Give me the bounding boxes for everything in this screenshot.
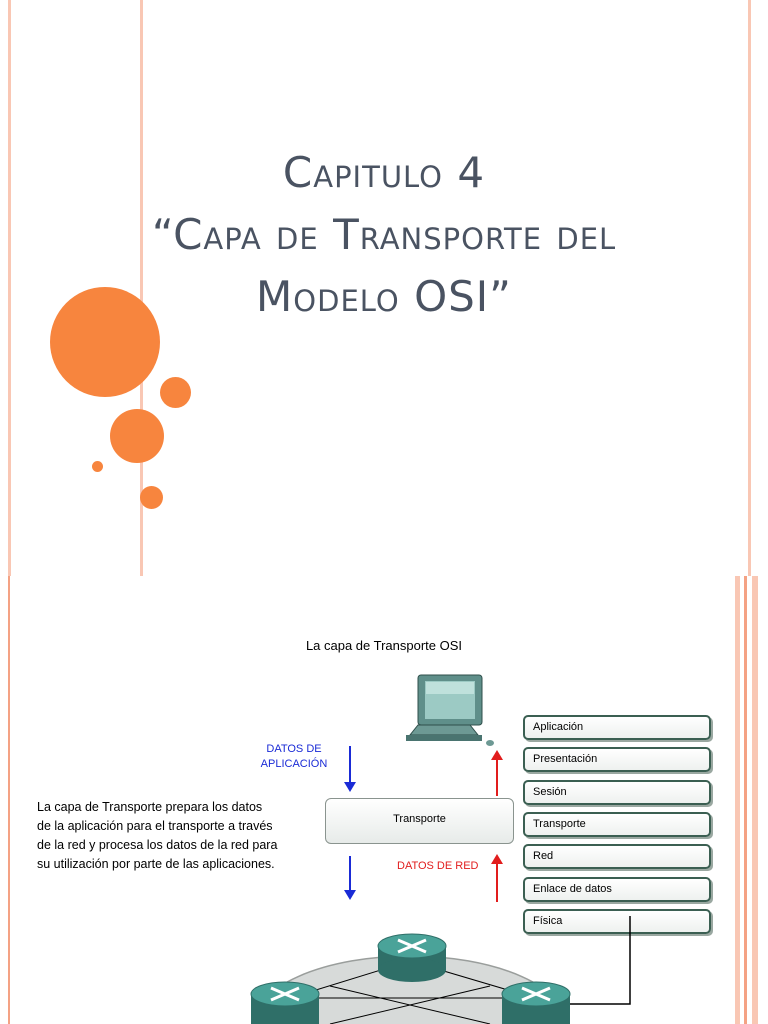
layer-fisica: Física	[523, 909, 711, 934]
up-arrow-icon	[487, 852, 507, 902]
router-icon	[247, 980, 323, 1024]
description-line-3: de la red y procesa los datos de la red para	[37, 838, 278, 852]
layer-transporte: Transporte	[523, 812, 711, 837]
layer-aplicacion: Aplicación	[523, 715, 711, 740]
down-arrow-icon	[340, 746, 360, 794]
description-line-2: de la aplicación para el transporte a través	[37, 819, 273, 833]
description-line-1: La capa de Transporte prepara los datos	[37, 800, 263, 814]
decor-circle-tiny	[92, 461, 103, 472]
title-line-2: “Capa de Transporte del	[151, 210, 617, 259]
app-data-label-line1: DATOS DE	[266, 743, 322, 755]
layer-enlace-de-datos: Enlace de datos	[523, 877, 711, 902]
transport-box: Transporte	[325, 798, 514, 844]
decor-circle-small-2	[140, 486, 163, 509]
router-icon	[498, 980, 574, 1024]
up-arrow-icon	[487, 748, 507, 796]
layer-sesion: Sesión	[523, 780, 711, 805]
decor-circle-small	[160, 377, 191, 408]
app-data-label	[254, 742, 334, 772]
layer-presentacion: Presentación	[523, 747, 711, 772]
diagram-title: La capa de Transporte OSI	[305, 638, 463, 653]
description	[37, 798, 322, 874]
content-slide	[0, 576, 768, 1024]
decor-circle-medium	[110, 409, 164, 463]
computer-icon	[400, 673, 496, 753]
down-arrow-icon	[340, 856, 360, 902]
description-line-4: su utilización por parte de las aplicaciones.	[37, 857, 275, 871]
app-data-label-line2: APLICACIÓN	[260, 758, 328, 770]
network-data-label: DATOS DE RED	[397, 860, 479, 872]
layer-red: Red	[523, 844, 711, 869]
router-icon	[374, 932, 450, 984]
title-line-3: Modelo OSI”	[256, 272, 512, 321]
title-line-1: Capitulo 4	[282, 148, 486, 197]
